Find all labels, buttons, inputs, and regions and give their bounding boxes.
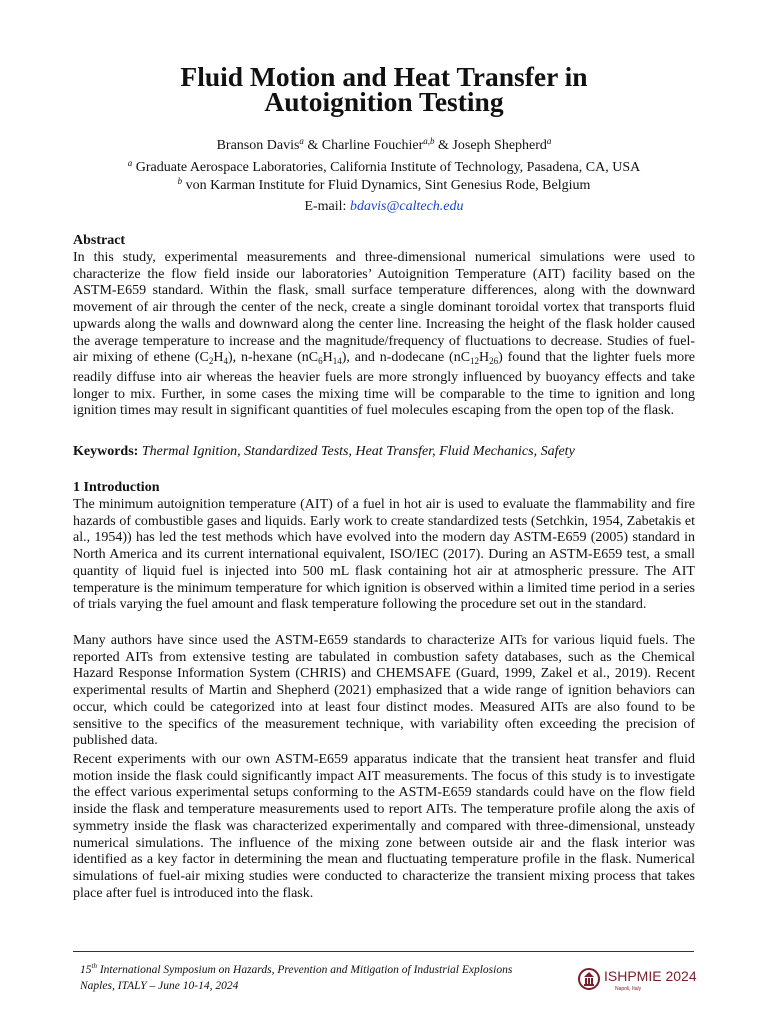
author-affiliation-mark: a,b bbox=[423, 136, 435, 146]
keywords-label: Keywords: bbox=[73, 444, 139, 459]
title-line-1: Fluid Motion and Heat Transfer in bbox=[180, 61, 588, 92]
abstract-segment: H bbox=[322, 350, 333, 366]
abstract-segment: H bbox=[479, 350, 490, 366]
affiliation-a bbox=[73, 158, 695, 176]
footer-conference-line bbox=[80, 962, 512, 976]
abstract-segment: In this study, experimental measurements and three-dimensional numerical simulations were used to characterize the flow field inside our laboratories’ Autoignition Temperature (AIT) facility based on the ASTM-E659 standard. Within the flask, small surface temperature differences, along with the downward movement of air through the center of the neck, create a single dominant toroidal vortex that transports fluid upwards along the walls and downward along the center line. Increasing the height of the flask holder caused the average temperature to increase and the magnitude/frequency of fluctuations to decrease. Studies of fuel-air mixing of ethene (C bbox=[73, 250, 695, 366]
affiliation-text: von Karman Institute for Fluid Dynamics, Sint Genesius Rode, Belgium bbox=[182, 178, 591, 193]
subscript: 12 bbox=[470, 356, 480, 367]
subscript: 2 bbox=[208, 356, 214, 367]
intro-paragraph-3: Recent experiments with our own ASTM-E659 apparatus indicate that the transient heat transfer and fluid motion inside the flask could significantly impact AIT measurements. The focus of this study is to investigate the effect various experimental setups conforming to the ASTM-E659 standards could have on the flow field inside the flask and temperature measurements used to report AITs. The temperature profile along the axis of symmetry inside the flask was characterized experimentally and compared with three-dimensional, unsteady numerical simulations. The influence of the mixing zone between outside air and the flask interior was identified as a key factor in determining the mean and fluctuating temperature profile in the flask. Numerical simulations of fuel-air mixing studies were conducted to characterize the transient mixing process that takes place after fuel is introduced into the flask. bbox=[73, 752, 695, 901]
logo-text: ISHPMIE 2024 bbox=[604, 968, 697, 984]
email-link[interactable]: bdavis@caltech.edu bbox=[349, 199, 464, 214]
conference-logo bbox=[578, 966, 698, 996]
footer-conference-name: International Symposium on Hazards, Prevention and Mitigation of Industrial Explosions bbox=[96, 964, 513, 976]
affiliation-b bbox=[73, 176, 695, 194]
affiliation-text: Graduate Aerospace Laboratories, California Institute of Technology, Pasadena, CA, USA bbox=[132, 160, 641, 175]
footer-location-line: Naples, ITALY – June 10-14, 2024 bbox=[80, 980, 239, 992]
logo-subtext: Napoli, Italy bbox=[615, 986, 642, 992]
keywords-line bbox=[73, 444, 575, 460]
abstract-text bbox=[73, 250, 695, 420]
author-name: Charline Fouchier bbox=[321, 138, 424, 153]
affiliation-mark: a bbox=[127, 158, 133, 168]
keywords-list: Thermal Ignition, Standardized Tests, Heat Transfer, Fluid Mechanics, Safety bbox=[138, 444, 575, 459]
abstract-segment: H bbox=[213, 350, 224, 366]
contact-email bbox=[73, 199, 695, 215]
author-list bbox=[73, 136, 695, 154]
author-separator: & bbox=[434, 138, 453, 153]
subscript: 4 bbox=[223, 356, 228, 367]
abstract-segment: ), and n-dodecane (nC bbox=[341, 350, 471, 366]
author-name: Branson Davis bbox=[216, 138, 300, 153]
footer-ordinal-suffix: th bbox=[91, 962, 97, 970]
intro-paragraph-1: The minimum autoignition temperature (AIT) of a fuel in hot air is used to evaluate the flammability and fire hazards of combustible gases and liquids. Early work to create standardized tests (Setchkin, 1954, Zabetakis et al., 1954)) has led the test methods which have evolved into the modern day ASTM-E659 (2005) standard in North America and its current international equivalent, ISO/IEC (2017). During an ASTM-E659 test, a small quantity of liquid fuel is injected into 500 mL flask containing hot air at atmospheric pressure. The AIT temperature is the minimum temperature for which ignition is observed within a limited time period in a series of trials varying the fuel amount and flask temperature following the procedure set out in the standard. bbox=[73, 497, 695, 613]
abstract-segment: ), n-hexane (nC bbox=[228, 350, 319, 366]
title-line-2: Autoignition Testing bbox=[264, 86, 504, 117]
affiliation-mark: b bbox=[177, 176, 183, 186]
author-affiliation-mark: a bbox=[546, 136, 552, 146]
intro-paragraph-2: Many authors have since used the ASTM-E659 standards to characterize AITs for various liquid fuels. The reported AITs from extensive testing are tabulated in combustion safety databases, such as the Chemical Hazard Response Information System (CHRIS) and CHEMSAFE (Guard, 1999, Zakel et al., 2019). Recent experimental results of Martin and Shepherd (2021) emphasized that a wide range of ignition behaviors can occur, which could be categorized into at least four distinct modes. Measured AITs are also found to be sensitive to the specifics of the measurement technique, with variability often exceeding the precision of published data. bbox=[73, 633, 695, 749]
email-label: E-mail: bbox=[304, 199, 350, 214]
author-name: Joseph Shepherd bbox=[452, 138, 547, 153]
abstract-segment: ) found that the lighter fuels more readily diffuse into air whereas the heavier fuels are more strongly influenced by buoyancy effects and take longer to mix. Further, in some cases the mixing time will be comparable to the time to ignition and long ignition times may result in significant quantities of fuel molecules escaping from the open top of the flask. bbox=[73, 350, 695, 419]
section-heading-introduction: 1 Introduction bbox=[73, 480, 160, 495]
temple-icon bbox=[578, 966, 600, 992]
subscript: 14 bbox=[332, 356, 342, 367]
footer-ordinal: 15 bbox=[80, 964, 92, 976]
subscript: 26 bbox=[489, 356, 499, 367]
paper-title bbox=[73, 61, 695, 117]
abstract-heading: Abstract bbox=[73, 233, 126, 248]
author-affiliation-mark: a bbox=[299, 136, 304, 146]
subscript: 6 bbox=[318, 356, 323, 367]
footer-divider bbox=[73, 951, 694, 952]
author-separator: & bbox=[303, 138, 322, 153]
